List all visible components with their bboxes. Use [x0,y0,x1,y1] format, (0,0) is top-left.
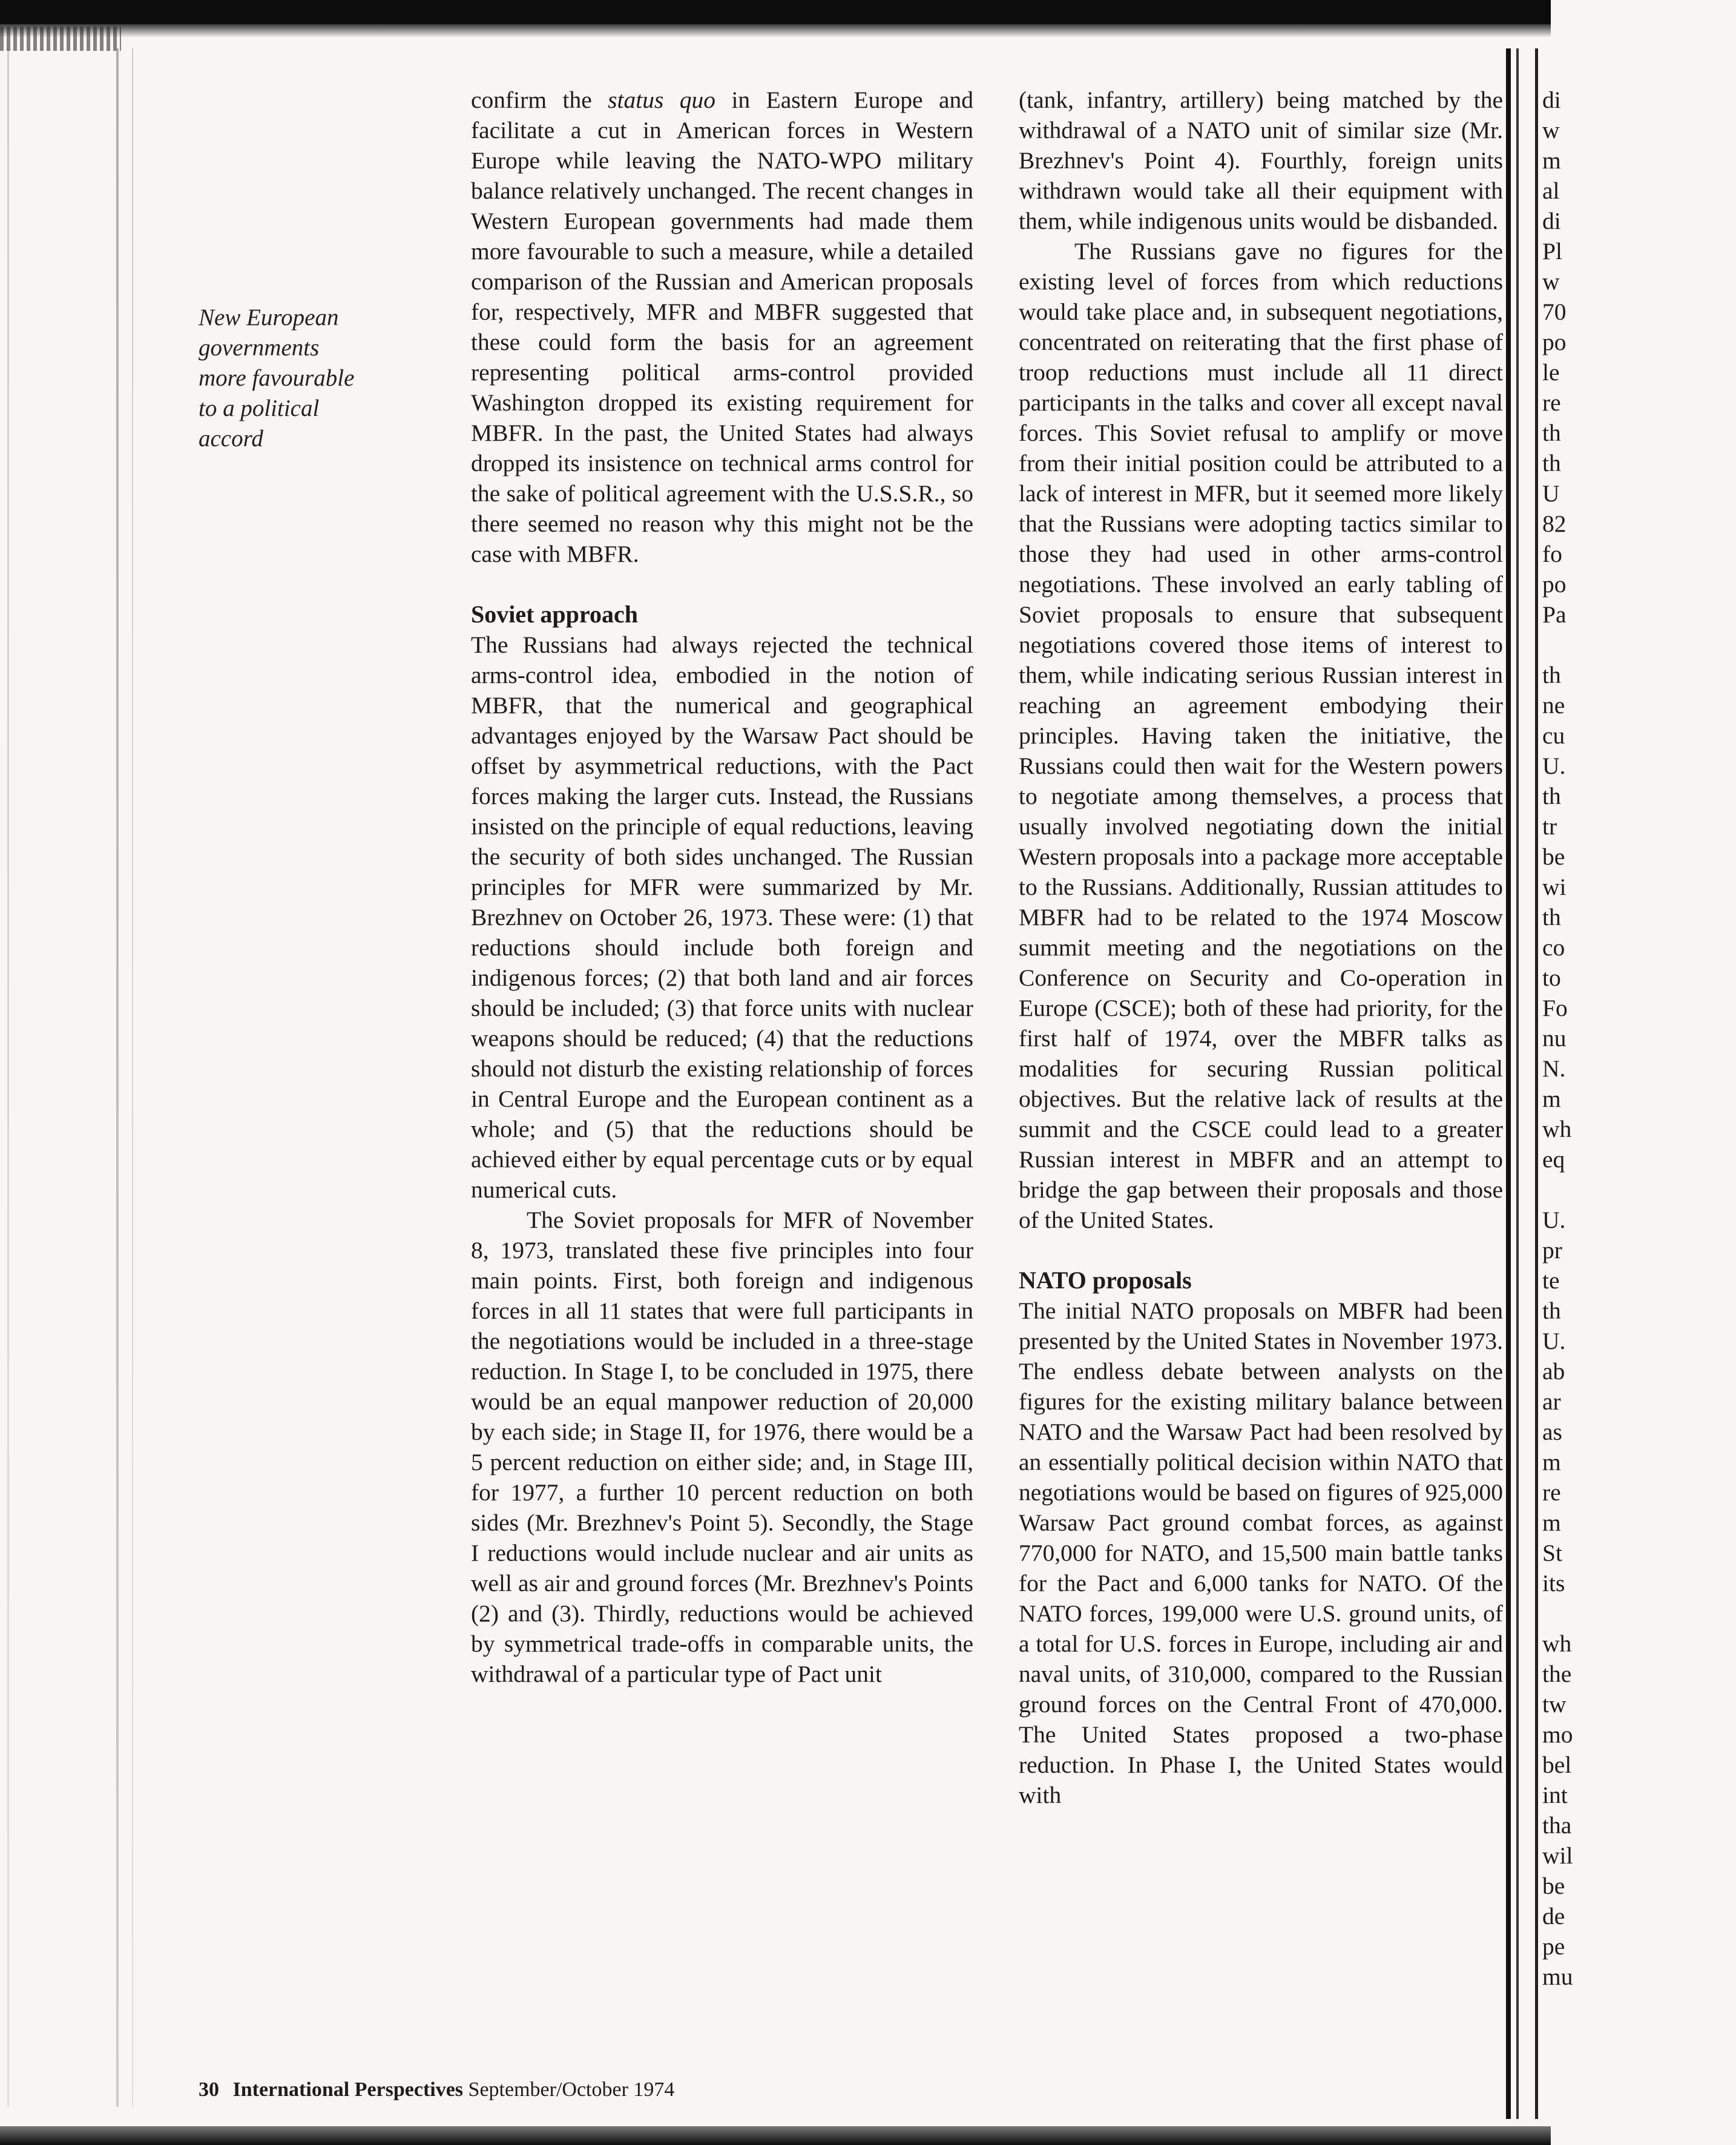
cropped-line-fragment: th [1542,420,1561,446]
cropped-line-fragment: ne [1542,692,1565,719]
cropped-line-fragment: U [1542,480,1560,507]
cropped-line-fragment: 82 [1542,510,1567,537]
cropped-line-fragment: po [1542,571,1567,598]
cropped-line-fragment: bel [1542,1751,1572,1778]
scan-top-shadow [0,24,1551,38]
cropped-line-fragment: de [1542,1903,1565,1929]
column-rule-right-2 [1516,48,1519,2119]
article-column-1 [471,85,973,1689]
cropped-line-fragment: be [1542,1873,1565,1899]
column-rule-right-3 [1535,48,1538,2119]
cropped-line-fragment: Pl [1542,238,1562,265]
scan-bottom-border [0,2126,1551,2145]
paragraph: (tank, infantry, artillery) being matched by the withdrawal of a NATO unit of similar size (Mr. Brezhnev's Point 4). Fourthly, foreign units withdrawn would take all their equipment with them, while indigenous units would be disbanded. [1019,87,1503,234]
cropped-line-fragment: U. [1542,753,1566,779]
paragraph: The Soviet proposals for MFR of November 8, 1973, translated these five principles into four main points. First, both foreign and indigenous forces in all 11 states that were full participants in the negotiations would be included in a three-stage reduction. In Stage I, to be concluded in 1975, there would be an equal manpower reduction of 20,000 by each side; in Stage II, for 1976, there would be a 5 percent reduction on either side; and, in Stage III, for 1977, a further 10 percent reduction on both sides (Mr. Brezhnev's Point 5). Secondly, the Stage I reductions would include nuclear and air units as well as air and ground forces (Mr. Brezhnev's Points (2) and (3). Thirdly, reductions would be achieved by symmetrical trade-offs in comparable units, the withdrawal of a particular type of Pact unit [471,1207,973,1687]
journal-title: International Perspectives [232,2078,464,2101]
scan-edge-marks [0,27,121,51]
issue-date: September/October 1974 [468,2078,675,2101]
cropped-line-fragment: to [1542,964,1561,991]
cropped-line-fragment: its [1542,1570,1565,1596]
margin-pull-quote: New European governments more favourable to a political accord [199,305,355,452]
section-heading-nato-proposals: NATO proposals [1019,1267,1192,1294]
cropped-line-fragment: m [1542,1086,1561,1112]
paragraph: The Russians had always rejected the technical arms-control idea, embodied in the notion of MBFR, that the numerical and geographical advantages enjoyed by the Warsaw Pact should be offset by asymmetrical reductions, with the Pact forces making the larger cuts. Instead, the Russians insisted on the principle of equal reductions, leaving the security of both sides unchanged. The Russian principles for MFR were summarized by Mr. Brezhnev on October 26, 1973. These were: (1) that reductions should include both foreign and indigenous forces; (2) that both land and air forces should be included; (3) that force units with nuclear weapons should be reduced; (4) that the reductions should not disturb the existing relationship of forces in Central Europe and the European continent as a whole; and (5) that the reductions should be achieved either by equal percentage cuts or by equal numerical cuts. [471,631,973,1203]
cropped-line-fragment: U. [1542,1328,1566,1354]
cropped-line-fragment: pr [1542,1237,1562,1264]
cropped-line-fragment: re [1542,389,1561,416]
cropped-line-fragment: Pa [1542,601,1567,628]
cropped-line-fragment: m [1542,147,1561,174]
cropped-line-fragment: eq [1542,1146,1565,1173]
cropped-line-fragment: U. [1542,1207,1566,1233]
cropped-line-fragment: m [1542,1449,1561,1475]
cropped-line-fragment: be [1542,843,1565,870]
article-column-3-cropped [1542,85,1736,1992]
cropped-line-fragment: St [1542,1540,1562,1566]
cropped-line-fragment: te [1542,1267,1560,1294]
cropped-line-fragment: re [1542,1479,1561,1506]
article-column-2 [1019,85,1503,1810]
cropped-line-fragment: mu [1542,1963,1573,1990]
cropped-line-fragment: as [1542,1418,1562,1445]
cropped-line-fragment: the [1542,1661,1572,1687]
cropped-line-fragment: th [1542,450,1561,476]
page-footer [199,2078,674,2102]
cropped-line-fragment: di [1542,208,1561,234]
cropped-line-fragment: al [1542,177,1560,204]
section-heading-soviet-approach: Soviet approach [471,601,638,628]
cropped-line-fragment: pe [1542,1933,1565,1960]
cropped-line-fragment: nu [1542,1025,1567,1052]
cropped-line-fragment [1542,1175,1736,1205]
cropped-line-fragment: th [1542,1297,1561,1324]
cropped-line-fragment: w [1542,268,1560,295]
cropped-line-fragment: ar [1542,1388,1561,1415]
cropped-line-fragment: tha [1542,1812,1572,1839]
cropped-line-fragment: po [1542,329,1567,355]
cropped-line-fragment: tw [1542,1691,1567,1718]
scan-margin-line-3 [7,48,9,2107]
cropped-line-fragment: tr [1542,813,1557,840]
cropped-line-fragment: th [1542,904,1561,931]
italic-term: status quo [608,87,716,113]
paragraph: The initial NATO proposals on MBFR had been presented by the United States in November 1973. The endless debate between analysts on the figures for the existing military balance between NATO and the Warsaw Pact had been resolved by an essentially political decision within NATO that negotiations would be based on figures of 925,000 Warsaw Pact ground combat forces, as against 770,000 for NATO, and 15,500 main battle tanks for the Pact and 6,000 tanks for NATO. Of the NATO forces, 199,000 were U.S. ground units, of a total for U.S. forces in Europe, including air and naval units, of 310,000, compared to the Russian ground forces on the Central Front of 470,000. The United States proposed a two-phase reduction. In Phase I, the United States would with [1019,1297,1503,1808]
cropped-line-fragment: fo [1542,541,1562,567]
cropped-line-fragment: m [1542,1509,1561,1536]
cropped-line-fragment: mo [1542,1721,1573,1748]
column-rule-right [1506,48,1511,2119]
cropped-line-fragment: co [1542,934,1565,961]
scan-margin-line-2 [132,48,133,2107]
cropped-line-fragment: th [1542,783,1561,809]
paragraph: confirm the status quo in Eastern Europe and facilitate a cut in American forces in Western Europe while leaving the NATO-WPO military balance relatively unchanged. The recent changes in Western European governments had made them more favourable to such a measure, while a detailed comparison of the Russian and American proposals for, respectively, MFR and MBFR suggested that these could form the basis for an agreement representing political arms-control provided Washington dropped its existing requirement for MBFR. In the past, the United States had always dropped its insistence on technical arms control for the sake of political agreement with the U.S.S.R., so there seemed no reason why this might not be the case with MBFR. [471,87,973,567]
page-number: 30 [199,2078,219,2101]
cropped-line-fragment: N. [1542,1055,1566,1082]
cropped-line-fragment: w [1542,117,1560,143]
scan-top-border [0,0,1551,24]
cropped-line-fragment: wi [1542,874,1567,900]
cropped-line-fragment: wh [1542,1116,1572,1142]
cropped-line-fragment: wil [1542,1842,1573,1869]
cropped-line-fragment [1542,630,1736,660]
cropped-line-fragment: le [1542,359,1560,386]
cropped-line-fragment: int [1542,1782,1568,1808]
cropped-line-fragment: th [1542,662,1561,688]
cropped-line-fragment: ab [1542,1358,1565,1385]
scan-margin-line [116,48,119,2107]
cropped-line-fragment [1542,1598,1736,1629]
cropped-line-fragment: wh [1542,1630,1572,1657]
paragraph: The Russians gave no figures for the existing level of forces from which reductions would take place and, in subsequent negotiations, concentrated on reiterating that the first phase of troop reductions must include all 11 direct participants in the talks and cover all except naval forces. This Soviet refusal to amplify or move from their initial position could be attributed to a lack of interest in MFR, but it seemed more likely that the Russians were adopting tactics similar to those they had used in other arms-control negotiations. These involved an early tabling of Soviet proposals to ensure that subsequent negotiations covered those items of interest to them, while indicating serious Russian interest in reaching an agreement embodying their principles. Having taken the initiative, the Russians could then wait for the Western powers to negotiate among themselves, a process that usually involved negotiating down the initial Western proposals into a package more acceptable to the Russians. Additionally, Russian attitudes to MBFR had to be related to the 1974 Moscow summit meeting and the negotiations on the Conference on Security and Co-operation in Europe (CSCE); both of these had priority, for the first half of 1974, over the MBFR talks as modalities for securing Russian political objectives. But the relative lack of results at the summit and the CSCE could lead to a greater Russian interest in MBFR and an attempt to bridge the gap between their proposals and those of the United States. [1019,238,1503,1233]
cropped-line-fragment: cu [1542,722,1565,749]
cropped-line-fragment: Fo [1542,995,1568,1021]
cropped-line-fragment: 70 [1542,298,1567,325]
cropped-line-fragment: di [1542,87,1561,113]
